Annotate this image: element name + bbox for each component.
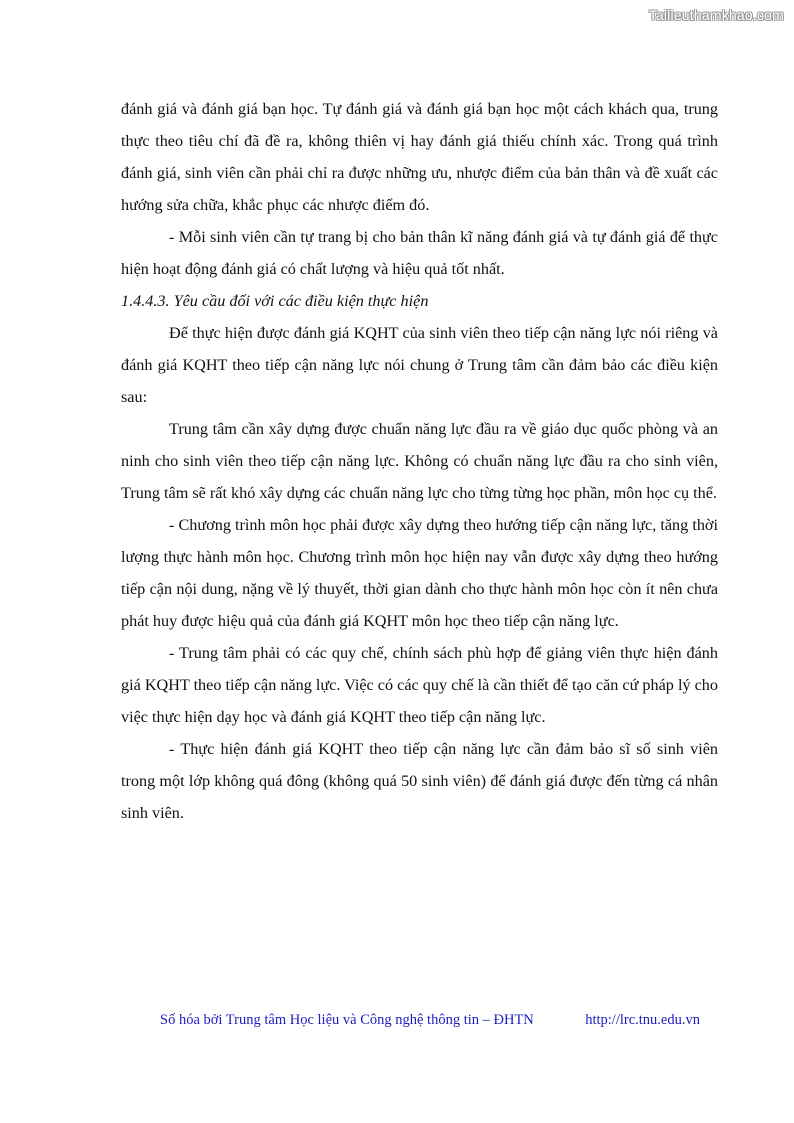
watermark: Tailieuthamkhao.com [648,7,784,23]
paragraph-7: - Thực hiện đánh giá KQHT theo tiếp cận năng lực cần đảm bảo sĩ số sinh viên trong một lớp không quá đông (không quá 50 sinh viên) để đánh giá được đến từng cá nhân sinh viên. [121,740,718,822]
footer-url[interactable]: http://lrc.tnu.edu.vn [585,1012,700,1028]
paragraph-6: - Trung tâm phải có các quy chế, chính sách phù hợp để giảng viên thực hiện đánh giá KQHT theo tiếp cận năng lực. Việc có các quy chế là cần thiết để tạo căn cứ pháp lý cho việc thực hiện dạy học và đánh giá KQHT theo tiếp cận năng lực. [121,644,718,726]
section-heading: 1.4.4.3. Yêu cầu đối với các điều kiện thực hiện [121,292,429,310]
paragraph-1: đánh giá và đánh giá bạn học. Tự đánh giá và đánh giá bạn học một cách khách qua, trung thực theo tiêu chí đã đề ra, không thiên vị hay đánh giá thiếu chính xác. Trong quá trình đánh giá, sinh viên cần phải chỉ ra được những ưu, nhược điểm của bản thân và đề xuất các hướng sửa chữa, khắc phục các nhược điểm đó. [121,100,718,214]
document-body [121,93,718,829]
footer-credit: Số hóa bởi Trung tâm Học liệu và Công nghệ thông tin – ĐHTN [160,1012,534,1028]
page-footer [160,1012,700,1029]
paragraph-3: Để thực hiện được đánh giá KQHT của sinh viên theo tiếp cận năng lực nói riêng và đánh giá KQHT theo tiếp cận năng lực nói chung ở Trung tâm cần đảm bảo các điều kiện sau: [121,324,718,406]
paragraph-4: Trung tâm cần xây dựng được chuẩn năng lực đầu ra về giáo dục quốc phòng và an ninh cho sinh viên theo tiếp cận năng lực. Không có chuẩn năng lực đầu ra cho sinh viên, Trung tâm sẽ rất khó xây dựng các chuẩn năng lực cho từng từng học phần, môn học cụ thể. [121,420,718,502]
paragraph-5: - Chương trình môn học phải được xây dựng theo hướng tiếp cận năng lực, tăng thời lượng thực hành môn học. Chương trình môn học hiện nay vẫn được xây dựng theo hướng tiếp cận nội dung, nặng về lý thuyết, thời gian dành cho thực hành môn học còn ít nên chưa phát huy được hiệu quả của đánh giá KQHT môn học theo tiếp cận năng lực. [121,516,718,630]
paragraph-2: - Mỗi sinh viên cần tự trang bị cho bản thân kĩ năng đánh giá và tự đánh giá để thực hiện hoạt động đánh giá có chất lượng và hiệu quả tốt nhất. [121,228,718,278]
